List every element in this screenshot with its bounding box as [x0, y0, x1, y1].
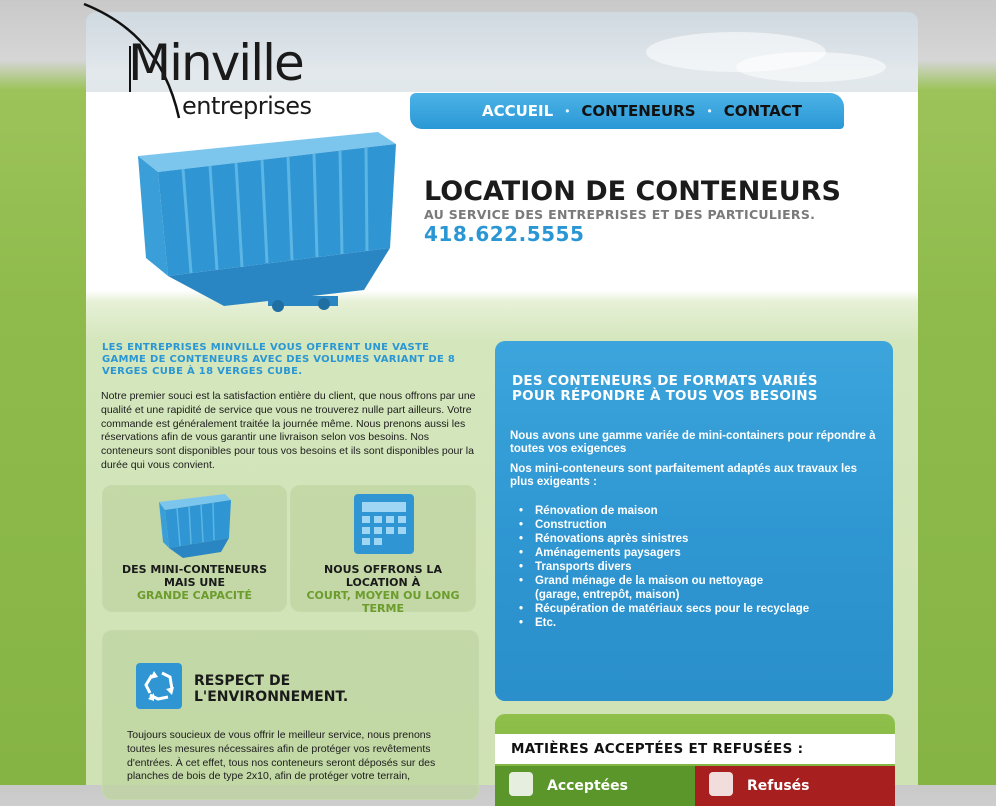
formats-title-line1: DES CONTENEURS DE FORMATS VARIÉS [512, 373, 818, 389]
list-item: • Rénovations après sinistres [519, 532, 809, 546]
hero-phone[interactable]: 418.622.5555 [424, 222, 585, 246]
nav-conteneurs[interactable]: CONTENEURS [581, 102, 696, 120]
environment-title-line1: RESPECT DE [194, 673, 291, 689]
materials-title: MATIÈRES ACCEPTÉES ET REFUSÉES : [511, 741, 804, 757]
container-icon [155, 492, 235, 562]
list-item: • Rénovation de maison [519, 504, 809, 518]
list-item: • Transports divers [519, 560, 809, 574]
feature-capacity [102, 485, 287, 612]
formats-box [495, 341, 893, 701]
feature-rental-highlight: COURT, MOYEN OU LONG TERME [306, 589, 460, 615]
formats-title-line2: POUR RÉPONDRE À TOUS VOS BESOINS [512, 388, 818, 404]
logo-subname: entreprises [182, 92, 312, 120]
list-item: • Etc. [519, 616, 809, 630]
tab-refused-label: Refusés [747, 778, 810, 794]
formats-title [512, 374, 818, 404]
hero-title: LOCATION DE CONTENEURS [424, 176, 841, 207]
hero-subtitle: AU SERVICE DES ENTREPRISES ET DES PARTICULIERS. [424, 207, 816, 222]
environment-title [194, 673, 348, 705]
check-icon [509, 772, 533, 796]
cloud-decoration [736, 52, 886, 82]
environment-box [102, 630, 479, 800]
formats-paragraph-1: Nous avons une gamme variée de mini-containers pour répondre à toutes vos exigences [510, 430, 876, 455]
recycle-icon [136, 663, 182, 709]
feature-capacity-text [109, 563, 280, 602]
nav-separator: • [707, 104, 712, 118]
nav-separator: • [565, 104, 570, 118]
calendar-icon [352, 492, 416, 556]
list-item: • Récupération de matériaux secs pour le recyclage [519, 602, 809, 616]
site-logo[interactable] [84, 0, 384, 125]
feature-rental-label: NOUS OFFRONS LA LOCATION À [324, 563, 442, 589]
feature-capacity-label: DES MINI-CONTENEURS MAIS UNE [122, 563, 267, 589]
formats-list [519, 504, 809, 630]
feature-capacity-highlight: GRANDE CAPACITÉ [136, 589, 253, 602]
feature-rental [290, 485, 476, 615]
environment-body: Toujours soucieux de vous offrir le meilleur service, nous prenons toutes les mesures nécessaires afin de protéger vos revêtements d'entrées. À cet effet, tous nos conteneurs seront déposés sur des planches de bois de type 2x10, afin de protéger votre terrain, [127, 729, 436, 783]
intro-heading: LES ENTREPRISES MINVILLE VOUS OFFRENT UNE VASTE GAMME DE CONTENEURS AVEC DES VOLUMES VARIANT DE 8 VERGES CUBE À 18 VERGES CUBE. [102, 342, 456, 377]
list-item: • Grand ménage de la maison ou nettoyage (garage, entrepôt, maison) [519, 574, 799, 602]
formats-paragraph-2: Nos mini-conteneurs sont parfaitement adaptés aux travaux les plus exigeants : [510, 463, 858, 488]
forbidden-icon [709, 772, 733, 796]
list-item: • Construction [519, 518, 809, 532]
environment-title-line2: L'ENVIRONNEMENT. [194, 689, 349, 705]
materials-box [495, 714, 895, 804]
main-nav [410, 93, 844, 129]
logo-name: Minville [128, 34, 303, 92]
feature-rental-text [297, 563, 469, 615]
nav-accueil[interactable]: ACCUEIL [482, 102, 554, 120]
tab-refused[interactable] [695, 766, 895, 806]
nav-contact[interactable]: CONTACT [723, 102, 802, 120]
container-hero-image [128, 128, 398, 318]
tab-accepted-label: Acceptées [547, 778, 628, 794]
intro-body: Notre premier souci est la satisfaction entière du client, que nous offrons par une qualité et une rapidité de service que vous ne trouverez nulle part ailleurs. Votre commande est généralement traitée la journée même. Nous prenons aussi les réservations afin de vous garantir une livraison selon vos besoins. Nos conteneurs sont disponibles pour tous vos besoins et ils sont disponibles pour la durée qui vous convient. [101, 390, 476, 471]
tab-accepted[interactable] [495, 766, 695, 806]
materials-header-bar [495, 734, 895, 764]
list-item: • Aménagements paysagers [519, 546, 809, 560]
